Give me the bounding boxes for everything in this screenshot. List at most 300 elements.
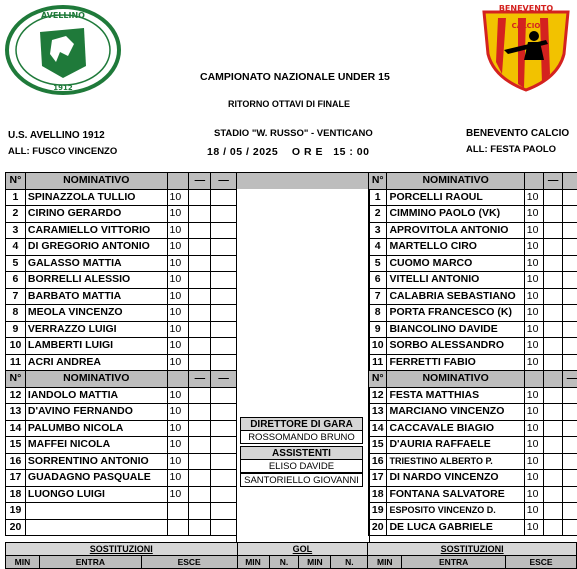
- empty-cell: [563, 321, 577, 338]
- player-number: 13: [6, 404, 26, 421]
- empty-cell: [189, 486, 211, 503]
- home-subs: [6, 387, 237, 536]
- table-row: [6, 321, 237, 338]
- empty-cell: [563, 354, 577, 371]
- player-number: 7: [369, 288, 387, 305]
- player-value: 10: [167, 239, 189, 256]
- empty-cell: [544, 503, 563, 520]
- out-col: ESCE: [506, 556, 577, 569]
- player-number: 14: [369, 420, 387, 437]
- table-row: [6, 255, 237, 272]
- player-value: [167, 519, 189, 536]
- table-row: [369, 206, 577, 223]
- player-number: 10: [6, 338, 26, 355]
- empty-cell: [211, 420, 237, 437]
- player-name: [25, 503, 167, 520]
- empty-cell: [544, 338, 563, 355]
- player-number: 11: [369, 354, 387, 371]
- goals-label: [237, 543, 368, 556]
- table-row: [6, 470, 237, 487]
- player-value: 10: [524, 437, 543, 454]
- player-value: 10: [167, 486, 189, 503]
- player-number: 16: [369, 453, 387, 470]
- player-value: 10: [167, 387, 189, 404]
- player-name: FONTANA SALVATORE: [387, 486, 524, 503]
- home-lineup-table: [5, 172, 237, 536]
- player-name: D'AURIA RAFFAELE: [387, 437, 524, 454]
- empty-cell: [189, 321, 211, 338]
- empty-cell: [211, 503, 237, 520]
- col-name: NOMINATIVO: [25, 173, 167, 190]
- player-value: 10: [524, 453, 543, 470]
- player-number: 19: [369, 503, 387, 520]
- player-name: DI NARDO VINCENZO: [387, 470, 524, 487]
- player-name: PORTA FRANCESCO (K): [387, 305, 524, 322]
- empty-cell: [211, 338, 237, 355]
- goal-min-col: MIN: [299, 556, 331, 569]
- empty-cell: [544, 404, 563, 421]
- col-num: N°: [6, 173, 26, 190]
- bottom-events-table: [5, 542, 577, 569]
- assistant-1: ELISO DAVIDE: [240, 459, 363, 473]
- player-name: CALABRIA SEBASTIANO: [387, 288, 524, 305]
- player-value: 10: [524, 272, 543, 289]
- table-row: [369, 486, 577, 503]
- player-number: 5: [6, 255, 26, 272]
- col-extra: [544, 371, 563, 388]
- in-col: ENTRA: [402, 556, 506, 569]
- empty-cell: [211, 519, 237, 536]
- empty-cell: [544, 206, 563, 223]
- player-value: 10: [167, 437, 189, 454]
- empty-cell: [211, 354, 237, 371]
- table-row: [6, 189, 237, 206]
- empty-cell: [211, 239, 237, 256]
- table-row: [369, 321, 577, 338]
- col-dash: —: [544, 173, 563, 190]
- col-value: [167, 371, 189, 388]
- player-name: DI GREGORIO ANTONIO: [25, 239, 167, 256]
- player-value: 10: [167, 206, 189, 223]
- table-header-row: [369, 371, 577, 388]
- empty-cell: [563, 189, 577, 206]
- player-number: 15: [369, 437, 387, 454]
- player-value: 10: [524, 206, 543, 223]
- player-name: VERRAZZO LUIGI: [25, 321, 167, 338]
- player-value: 10: [167, 420, 189, 437]
- player-number: 9: [6, 321, 26, 338]
- assistant-2: SANTORIELLO GIOVANNI: [240, 473, 363, 487]
- table-row: [6, 486, 237, 503]
- player-number: 18: [6, 486, 26, 503]
- empty-cell: [211, 255, 237, 272]
- goal-min-col: MIN: [237, 556, 269, 569]
- player-number: 11: [6, 354, 26, 371]
- empty-cell: [189, 437, 211, 454]
- away-subs: [369, 387, 577, 536]
- player-name: PALUMBO NICOLA: [25, 420, 167, 437]
- empty-cell: [211, 321, 237, 338]
- player-name: CIMMINO PAOLO (VK): [387, 206, 524, 223]
- table-row: [369, 305, 577, 322]
- player-number: 13: [369, 404, 387, 421]
- player-value: 10: [524, 420, 543, 437]
- away-lineup-table: [368, 172, 577, 536]
- empty-cell: [211, 437, 237, 454]
- player-name: [25, 519, 167, 536]
- away-subs-label: [368, 543, 577, 556]
- svg-text:BENEVENTO: BENEVENTO: [499, 4, 554, 13]
- player-value: 10: [524, 222, 543, 239]
- player-value: 10: [524, 288, 543, 305]
- table-header-row: [6, 173, 237, 190]
- empty-cell: [563, 338, 577, 355]
- empty-cell: [563, 255, 577, 272]
- home-coach: ALL: FUSCO VINCENZO: [8, 146, 117, 157]
- empty-cell: [544, 519, 563, 536]
- player-number: 20: [6, 519, 26, 536]
- table-row: [6, 404, 237, 421]
- empty-cell: [563, 519, 577, 536]
- col-num: N°: [369, 173, 387, 190]
- table-row: [6, 272, 237, 289]
- player-value: 10: [524, 321, 543, 338]
- table-row: [6, 519, 237, 536]
- col-extra: [563, 173, 577, 190]
- empty-cell: [211, 470, 237, 487]
- table-row: [6, 420, 237, 437]
- player-name: FESTA MATTHIAS: [387, 387, 524, 404]
- assistants-label: ASSISTENTI: [240, 446, 363, 460]
- player-number: 1: [369, 189, 387, 206]
- empty-cell: [189, 420, 211, 437]
- away-team-name: BENEVENTO CALCIO: [466, 128, 569, 139]
- player-number: 18: [369, 486, 387, 503]
- player-name: D'AVINO FERNANDO: [25, 404, 167, 421]
- player-name: LUONGO LUIGI: [25, 486, 167, 503]
- empty-cell: [563, 272, 577, 289]
- referee-label: DIRETTORE DI GARA: [240, 417, 363, 431]
- empty-cell: [211, 387, 237, 404]
- empty-cell: [189, 272, 211, 289]
- player-name: MARCIANO VINCENZO: [387, 404, 524, 421]
- player-name: CUOMO MARCO: [387, 255, 524, 272]
- empty-cell: [544, 470, 563, 487]
- player-number: 16: [6, 453, 26, 470]
- away-subs-label-text: SOSTITUZIONI: [441, 544, 504, 554]
- empty-cell: [563, 305, 577, 322]
- min-col: MIN: [368, 556, 402, 569]
- empty-cell: [189, 305, 211, 322]
- empty-cell: [544, 255, 563, 272]
- table-row: [369, 288, 577, 305]
- empty-cell: [211, 305, 237, 322]
- table-row: [369, 453, 577, 470]
- player-number: 6: [6, 272, 26, 289]
- player-value: 10: [524, 255, 543, 272]
- col-num: N°: [369, 371, 387, 388]
- player-number: 17: [6, 470, 26, 487]
- player-value: 10: [524, 470, 543, 487]
- player-name: ESPOSITO VINCENZO D.: [387, 503, 524, 520]
- svg-text:CALCIO: CALCIO: [512, 22, 541, 30]
- empty-cell: [563, 239, 577, 256]
- player-value: 10: [167, 470, 189, 487]
- empty-cell: [189, 519, 211, 536]
- empty-cell: [189, 189, 211, 206]
- min-col: MIN: [6, 556, 40, 569]
- stadium: STADIO "W. RUSSO" - VENTICANO: [214, 128, 373, 139]
- empty-cell: [189, 503, 211, 520]
- player-name: APROVITOLA ANTONIO: [387, 222, 524, 239]
- empty-cell: [563, 486, 577, 503]
- table-row: [369, 272, 577, 289]
- col-name: NOMINATIVO: [25, 371, 167, 388]
- goal-n-col: N.: [269, 556, 299, 569]
- player-value: 10: [524, 239, 543, 256]
- goals-label-text: GOL: [293, 544, 313, 554]
- table-row: [6, 206, 237, 223]
- player-number: 2: [369, 206, 387, 223]
- col-value: [524, 173, 543, 190]
- player-number: 14: [6, 420, 26, 437]
- table-header-row: [6, 371, 237, 388]
- player-value: [167, 503, 189, 520]
- bottom-column-headers: [6, 556, 577, 569]
- center-header: [237, 173, 368, 189]
- player-name: BIANCOLINO DAVIDE: [387, 321, 524, 338]
- table-row: [6, 453, 237, 470]
- empty-cell: [544, 453, 563, 470]
- player-number: 5: [369, 255, 387, 272]
- table-row: [369, 519, 577, 536]
- player-name: TRIESTINO ALBERTO P.: [387, 453, 524, 470]
- player-name: DE LUCA GABRIELE: [387, 519, 524, 536]
- player-value: 10: [167, 404, 189, 421]
- player-number: 3: [6, 222, 26, 239]
- out-col: ESCE: [141, 556, 237, 569]
- empty-cell: [189, 255, 211, 272]
- table-row: [6, 503, 237, 520]
- empty-cell: [211, 453, 237, 470]
- col-dash: —: [189, 371, 211, 388]
- empty-cell: [563, 206, 577, 223]
- benevento-logo: [478, 4, 574, 92]
- player-name: GALASSO MATTIA: [25, 255, 167, 272]
- player-name: SORBO ALESSANDRO: [387, 338, 524, 355]
- home-team-name: U.S. AVELLINO 1912: [8, 130, 105, 141]
- player-value: 10: [167, 305, 189, 322]
- player-name: BARBATO MATTIA: [25, 288, 167, 305]
- player-value: 10: [524, 338, 543, 355]
- table-row: [369, 239, 577, 256]
- table-row: [369, 420, 577, 437]
- empty-cell: [211, 486, 237, 503]
- empty-cell: [563, 470, 577, 487]
- empty-cell: [544, 305, 563, 322]
- empty-cell: [544, 288, 563, 305]
- empty-cell: [563, 387, 577, 404]
- player-name: BORRELLI ALESSIO: [25, 272, 167, 289]
- player-number: 12: [369, 387, 387, 404]
- player-name: CARAMIELLO VITTORIO: [25, 222, 167, 239]
- player-number: 4: [6, 239, 26, 256]
- player-number: 17: [369, 470, 387, 487]
- empty-cell: [563, 288, 577, 305]
- empty-cell: [563, 453, 577, 470]
- table-row: [369, 222, 577, 239]
- player-name: ACRI ANDREA: [25, 354, 167, 371]
- player-value: 10: [524, 305, 543, 322]
- col-num: N°: [6, 371, 26, 388]
- table-row: [6, 288, 237, 305]
- col-value: [524, 371, 543, 388]
- table-row: [369, 189, 577, 206]
- col-dash: —: [211, 173, 237, 190]
- player-value: 10: [524, 519, 543, 536]
- player-name: MEOLA VINCENZO: [25, 305, 167, 322]
- empty-cell: [189, 387, 211, 404]
- player-name: MAFFEI NICOLA: [25, 437, 167, 454]
- player-number: 12: [6, 387, 26, 404]
- player-value: 10: [167, 453, 189, 470]
- player-value: 10: [167, 288, 189, 305]
- round-subtitle: RITORNO OTTAVI DI FINALE: [228, 99, 350, 109]
- empty-cell: [544, 272, 563, 289]
- player-value: 10: [167, 354, 189, 371]
- player-value: 10: [167, 222, 189, 239]
- player-name: CIRINO GERARDO: [25, 206, 167, 223]
- home-starters: [6, 189, 237, 371]
- player-name: VITELLI ANTONIO: [387, 272, 524, 289]
- referee-name: ROSSOMANDO BRUNO: [240, 430, 363, 444]
- player-value: 10: [524, 404, 543, 421]
- table-row: [369, 437, 577, 454]
- player-value: 10: [524, 503, 543, 520]
- table-row: [369, 503, 577, 520]
- table-row: [369, 387, 577, 404]
- empty-cell: [563, 404, 577, 421]
- player-number: 10: [369, 338, 387, 355]
- player-number: 8: [369, 305, 387, 322]
- player-value: 10: [524, 354, 543, 371]
- col-dash: —: [189, 173, 211, 190]
- svg-text:AVELLINO: AVELLINO: [41, 11, 85, 20]
- table-row: [369, 338, 577, 355]
- empty-cell: [563, 420, 577, 437]
- table-row: [6, 354, 237, 371]
- svg-text:1912: 1912: [53, 84, 73, 92]
- player-value: 10: [167, 321, 189, 338]
- empty-cell: [211, 206, 237, 223]
- empty-cell: [189, 338, 211, 355]
- table-row: [6, 305, 237, 322]
- player-value: 10: [167, 338, 189, 355]
- player-number: 20: [369, 519, 387, 536]
- player-value: 10: [524, 486, 543, 503]
- empty-cell: [544, 387, 563, 404]
- empty-cell: [189, 222, 211, 239]
- player-value: 10: [524, 387, 543, 404]
- player-value: 10: [167, 189, 189, 206]
- table-row: [369, 354, 577, 371]
- table-row: [6, 338, 237, 355]
- player-name: MARTELLO CIRO: [387, 239, 524, 256]
- goal-n-col: N.: [331, 556, 368, 569]
- player-name: CACCAVALE BIAGIO: [387, 420, 524, 437]
- date-time: 18 / 05 / 2025 O R E 15 : 00: [207, 146, 369, 158]
- empty-cell: [544, 486, 563, 503]
- empty-cell: [189, 288, 211, 305]
- empty-cell: [544, 437, 563, 454]
- col-name: NOMINATIVO: [387, 371, 524, 388]
- player-name: FERRETTI FABIO: [387, 354, 524, 371]
- empty-cell: [563, 222, 577, 239]
- player-name: LAMBERTI LUIGI: [25, 338, 167, 355]
- col-name: NOMINATIVO: [387, 173, 524, 190]
- player-number: 2: [6, 206, 26, 223]
- player-name: GUADAGNO PASQUALE: [25, 470, 167, 487]
- championship-title: CAMPIONATO NAZIONALE UNDER 15: [200, 71, 390, 83]
- empty-cell: [544, 239, 563, 256]
- table-row: [369, 404, 577, 421]
- player-name: PORCELLI RAOUL: [387, 189, 524, 206]
- empty-cell: [544, 420, 563, 437]
- player-number: 3: [369, 222, 387, 239]
- in-col: ENTRA: [39, 556, 141, 569]
- col-dash: —: [211, 371, 237, 388]
- player-number: 6: [369, 272, 387, 289]
- empty-cell: [189, 239, 211, 256]
- col-dash: —: [563, 371, 577, 388]
- empty-cell: [544, 222, 563, 239]
- home-subs-label: [6, 543, 238, 556]
- player-name: SORRENTINO ANTONIO: [25, 453, 167, 470]
- empty-cell: [189, 354, 211, 371]
- empty-cell: [544, 321, 563, 338]
- player-value: 10: [167, 255, 189, 272]
- empty-cell: [189, 453, 211, 470]
- empty-cell: [211, 404, 237, 421]
- table-row: [369, 470, 577, 487]
- bottom-section-header: [6, 543, 577, 556]
- player-number: 8: [6, 305, 26, 322]
- player-number: 4: [369, 239, 387, 256]
- table-row: [6, 437, 237, 454]
- empty-cell: [189, 404, 211, 421]
- player-name: IANDOLO MATTIA: [25, 387, 167, 404]
- player-value: 10: [524, 189, 543, 206]
- empty-cell: [563, 503, 577, 520]
- table-row: [6, 222, 237, 239]
- empty-cell: [211, 189, 237, 206]
- player-number: 7: [6, 288, 26, 305]
- player-name: SPINAZZOLA TULLIO: [25, 189, 167, 206]
- empty-cell: [211, 272, 237, 289]
- empty-cell: [189, 470, 211, 487]
- away-starters: [369, 189, 577, 371]
- col-value: [167, 173, 189, 190]
- empty-cell: [544, 189, 563, 206]
- empty-cell: [211, 222, 237, 239]
- home-subs-label-text: SOSTITUZIONI: [90, 544, 153, 554]
- empty-cell: [189, 206, 211, 223]
- table-row: [6, 387, 237, 404]
- empty-cell: [544, 354, 563, 371]
- table-row: [369, 255, 577, 272]
- empty-cell: [211, 288, 237, 305]
- table-row: [6, 239, 237, 256]
